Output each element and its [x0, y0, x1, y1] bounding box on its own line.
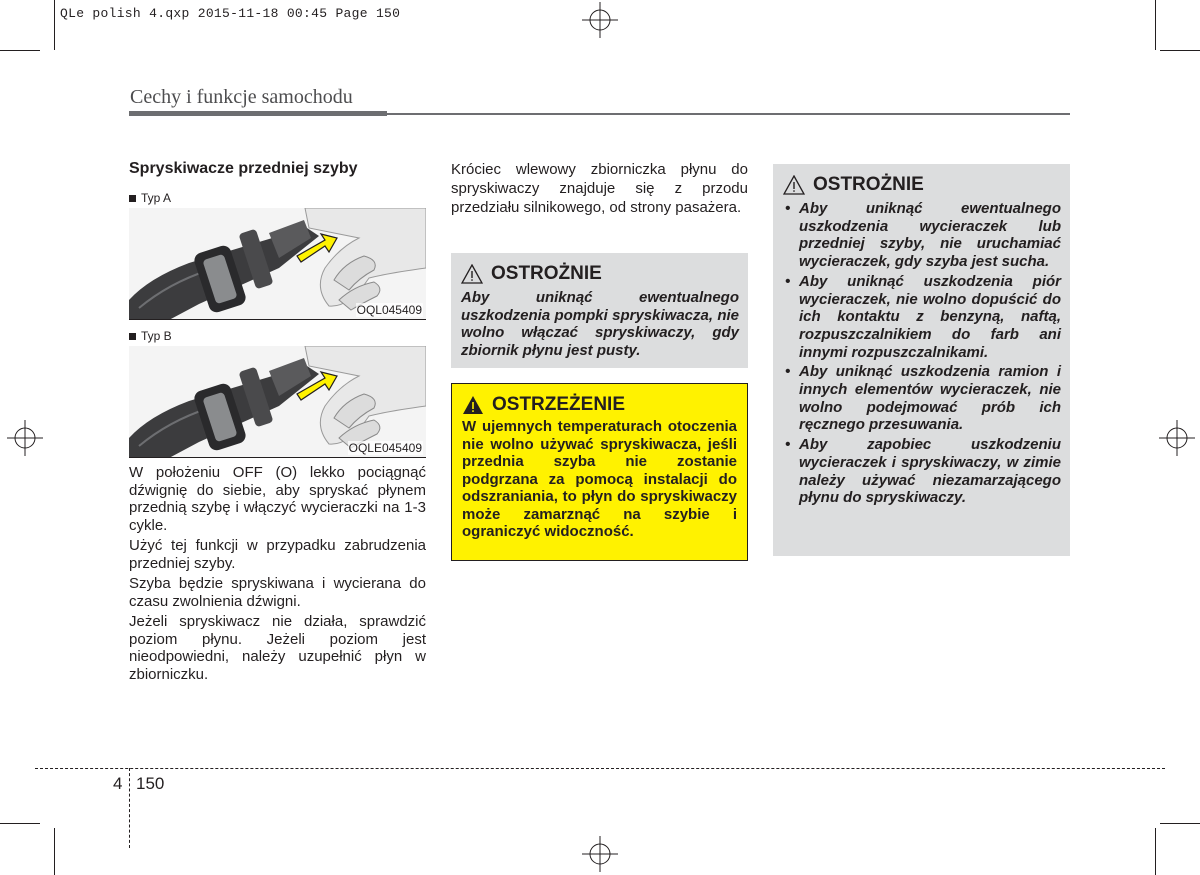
caution-header [461, 263, 739, 285]
caution-list [783, 200, 1061, 507]
crop-mark [1155, 828, 1156, 875]
caution-title: OSTROŻNIE [813, 174, 924, 195]
warning-box [451, 383, 748, 561]
bullet-icon: • [785, 200, 791, 217]
body-text [129, 464, 426, 683]
list-item-text: Aby uniknąć uszkodzenia ramion i innych elementów wycieraczek, nie wolno podejmować prób ich ręcznego przesuwania. [799, 363, 1061, 434]
paragraph: W położeniu OFF (O) lekko pociągnąć dźwignię do siebie, aby spryskać płynem przednią szybę i włączyć wycieraczki na 1-3 cykle. [129, 464, 426, 534]
page-number: 150 [136, 774, 165, 793]
registration-mark-icon [582, 2, 618, 38]
paragraph: Użyć tej funkcji w przypadku zabrudzenia przedniej szyby. [129, 537, 426, 572]
list-item [783, 200, 1061, 271]
list-item [783, 436, 1061, 507]
list-item [783, 273, 1061, 362]
registration-mark-icon [582, 836, 618, 872]
paragraph: Jeżeli spryskiwacz nie działa, sprawdzić poziom płynu. Jeżeli poziom jest nieodpowiedni, należy uzupełnić płyn w zbiorniczku. [129, 613, 426, 683]
caution-box [451, 253, 748, 368]
warning-triangle-outline-icon [783, 175, 805, 195]
crop-mark [1160, 50, 1200, 51]
column-middle [451, 160, 748, 217]
column-left [129, 160, 426, 686]
list-item-text: Aby uniknąć ewentualnego uszkodzenia wycieraczek lub przedniej szyby, nie uruchamiać wycieraczek, gdy szyba jest sucha. [799, 200, 1061, 271]
figure-label [129, 190, 426, 206]
warning-text: W ujemnych temperaturach otoczenia nie wolno używać spryskiwacza, jeśli przednia szyba nie zostanie podgrzana za pomocą instalacji do odszraniania, to płyn do spryskiwaczy może zamarznąć na szybie i ograniczyć widoczność. [462, 418, 737, 540]
figure-label [129, 328, 426, 344]
footer-rule [35, 768, 1165, 769]
crop-mark [1160, 823, 1200, 824]
figure-label-text: Typ A [141, 191, 172, 205]
list-item-text: Aby zapobiec uszkodzeniu wycieraczek i spryskiwaczy, w zimie należy używać niezamarzającego płynu do spryskiwaczy. [799, 436, 1061, 507]
crop-mark [54, 828, 55, 875]
warning-header [462, 394, 737, 416]
square-bullet-icon [129, 333, 136, 340]
figure-wiper-lever-type-a [129, 208, 426, 320]
figure-wiper-lever-type-b [129, 346, 426, 458]
caution-box [773, 164, 1070, 556]
section-header-title: Cechy i funkcje samochodu [130, 86, 353, 108]
crop-mark [0, 823, 40, 824]
caution-header [783, 174, 1061, 196]
caution-text: Aby uniknąć ewentualnego uszkodzenia pompki spryskiwacza, nie wolno włączać spryskiwaczy, gdy zbiornik płynu jest pusty. [461, 289, 739, 359]
list-item-text: Aby uniknąć uszkodzenia piór wycieraczek, nie wolno dopuścić do ich kontaktu z benzyną, naftą, rozpuszczalnikiem do farb ani innymi rozpuszczalnikami. [799, 272, 1061, 361]
footer-divider [129, 768, 130, 848]
warning-triangle-outline-icon [461, 264, 483, 284]
square-bullet-icon [129, 195, 136, 202]
crop-mark [0, 50, 40, 51]
list-item [783, 363, 1061, 434]
registration-mark-icon [7, 420, 43, 456]
figure-code: OQLE045409 [348, 441, 422, 455]
print-slug: QLe polish 4.qxp 2015-11-18 00:45 Page 150 [60, 6, 401, 21]
crop-mark [1155, 0, 1156, 50]
paragraph: Króciec wlewowy zbiorniczka płynu do spryskiwaczy znajduje się z przodu przedziału silnikowego, od strony pasażera. [451, 161, 748, 216]
bullet-icon: • [785, 272, 791, 290]
registration-mark-icon [1159, 420, 1195, 456]
chapter-number: 4 [113, 774, 123, 793]
bullet-icon: • [785, 363, 791, 381]
warning-title: OSTRZEŻENIE [492, 394, 626, 415]
crop-mark [54, 0, 55, 50]
caution-title: OSTROŻNIE [491, 263, 602, 284]
header-rule [387, 113, 1070, 115]
figure-label-text: Typ B [141, 329, 172, 343]
paragraph: Szyba będzie spryskiwana i wycierana do czasu zwolnienia dźwigni. [129, 575, 426, 610]
header-rule [129, 111, 387, 116]
bullet-icon: • [785, 436, 791, 454]
figure-code: OQL045409 [356, 303, 422, 317]
warning-triangle-filled-icon [462, 395, 484, 415]
section-title: Spryskiwacze przedniej szyby [129, 160, 358, 177]
